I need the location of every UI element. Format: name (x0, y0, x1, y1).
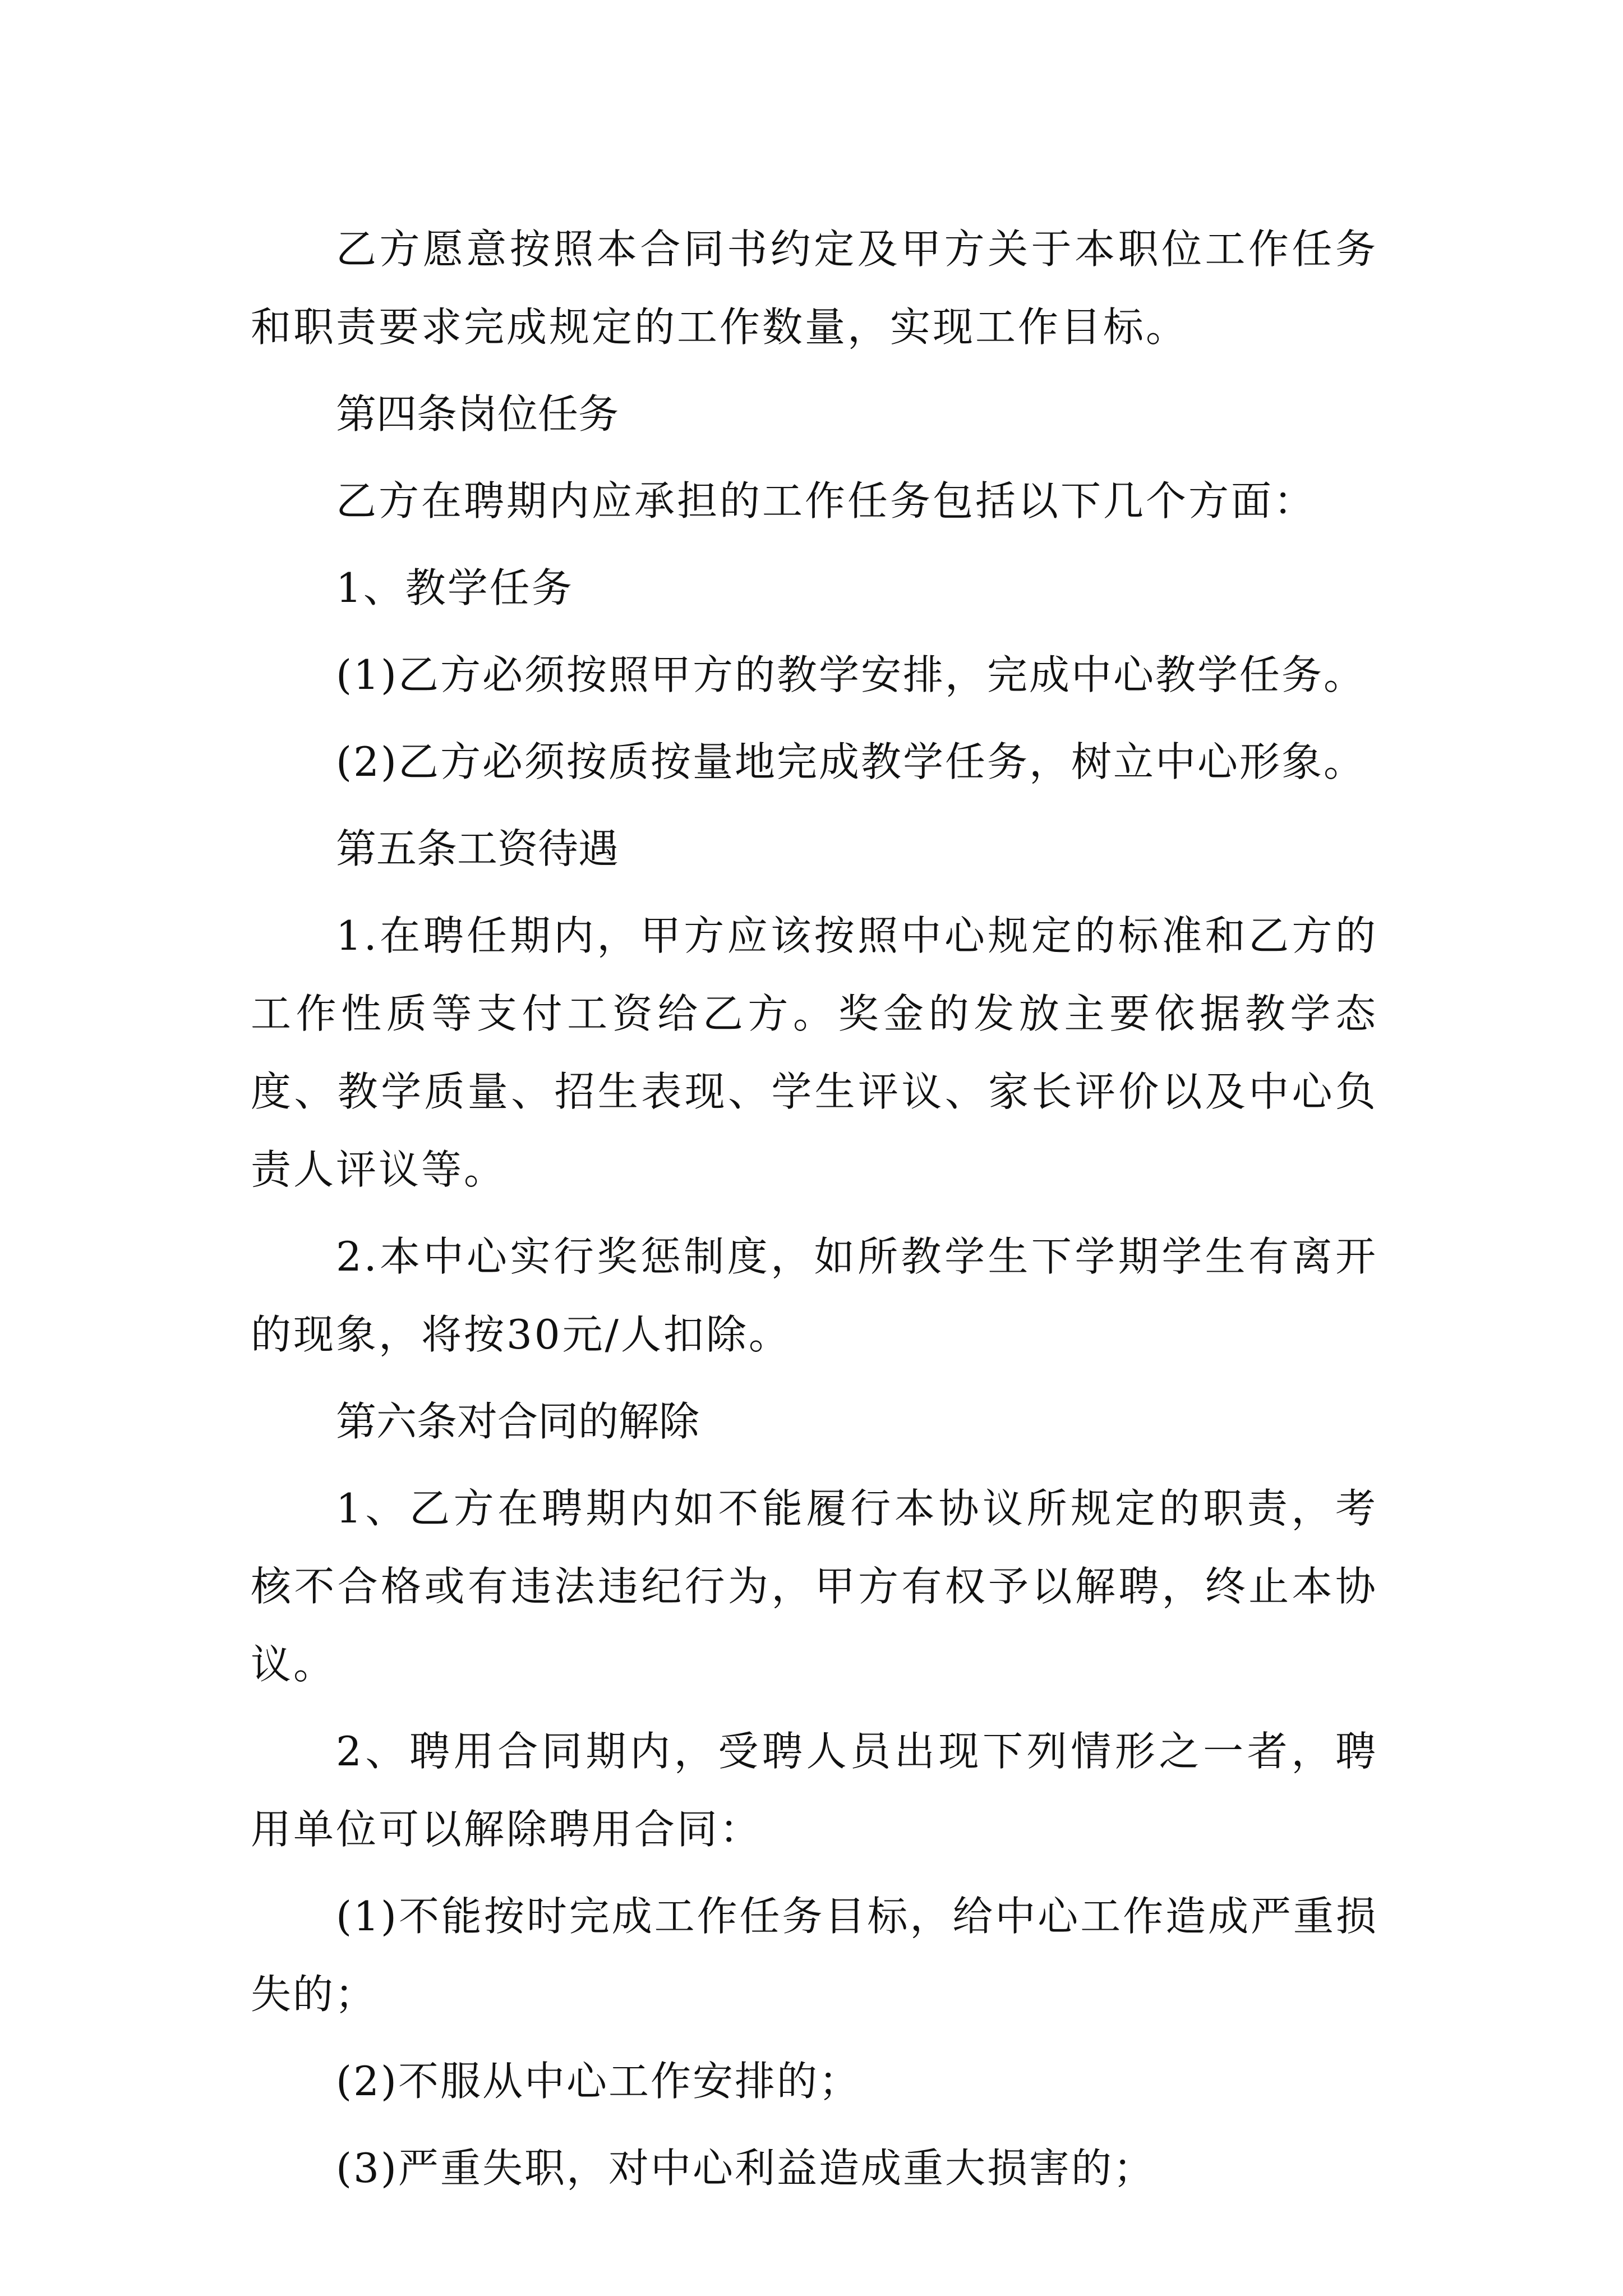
termination-case-3: (3)严重失职，对中心利益造成重大损害的； (336, 2145, 1155, 2192)
teaching-task-heading: 1、教学任务 (336, 564, 574, 611)
article-4-heading: 第四条岗位任务 (336, 390, 619, 438)
salary-clause-2: 2.本中心实行奖惩制度，如所教学生下学期学生有离开的现象，将按30元/人扣除。 (251, 1233, 1378, 1358)
document-body (251, 210, 1378, 2216)
paragraph-work-target: 乙方愿意按照本合同书约定及甲方关于本职位工作任务和职责要求完成规定的工作数量，实现工作目标。 (251, 226, 1378, 351)
article-6-heading: 第六条对合同的解除 (336, 1398, 700, 1445)
termination-clause-1: 1、乙方在聘期内如不能履行本协议所规定的职责，考核不合格或有违法违纪行为，甲方有权予以解聘，终止本协议。 (251, 1485, 1378, 1688)
salary-clause-1: 1.在聘任期内，甲方应该按照中心规定的标准和乙方的工作性质等支付工资给乙方。奖金的发放主要依据教学态度、教学质量、招生表现、学生评议、家长评价以及中心负责人评议等。 (251, 912, 1378, 1193)
teaching-task-item-1: (1)乙方必须按照甲方的教学安排，完成中心教学任务。 (336, 651, 1366, 698)
termination-case-1: (1)不能按时完成工作任务目标，给中心工作造成严重损失的； (251, 1893, 1378, 2018)
paragraph-duties-intro: 乙方在聘期内应承担的工作任务包括以下几个方面： (336, 477, 1317, 524)
article-5-heading: 第五条工资待遇 (336, 825, 619, 872)
teaching-task-item-2: (2)乙方必须按质按量地完成教学任务，树立中心形象。 (336, 738, 1366, 785)
termination-case-2: (2)不服从中心工作安排的； (336, 2058, 861, 2105)
termination-clause-2: 2、聘用合同期内，受聘人员出现下列情形之一者，聘用单位可以解除聘用合同： (251, 1728, 1378, 1853)
